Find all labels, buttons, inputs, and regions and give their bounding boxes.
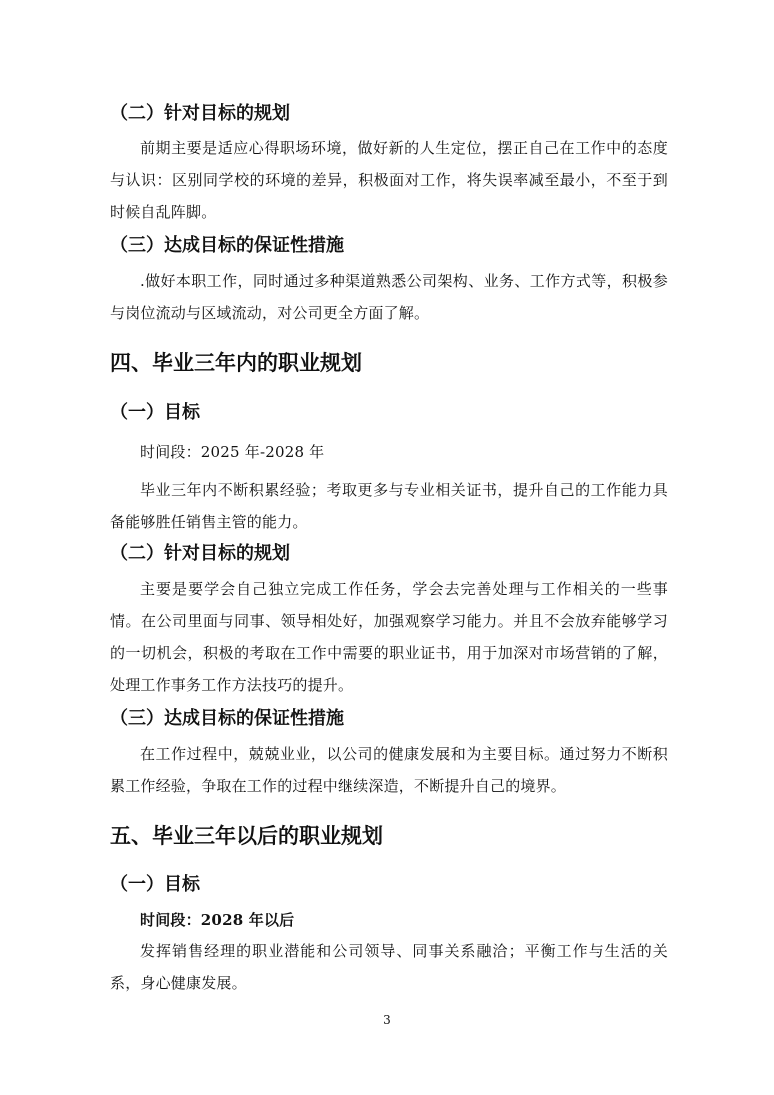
paragraph-planning: 前期主要是适应心得职场环境，做好新的人生定位，摆正自己在工作中的态度与认识：区别同学校的环境的差异，积极面对工作，将失误率减至最小，不至于到时候自乱阵脚。 [110,139,668,221]
paragraph-goal-2: 发挥销售经理的职业潜能和公司领导、同事关系融洽；平衡工作与生活的关系，身心健康发展。 [110,942,668,992]
page-number: 3 [383,1013,391,1027]
time-period-text: 时间段：2025 年-2028 年 [140,443,325,461]
section-heading-goal-2: （一）目标 [110,874,200,895]
paragraph-planning-2: 主要是要学会自己独立完成工作任务，学会去完善处理与工作相关的一些事情。在公司里面与同事、领导相处好，加强观察学习能力。并且不会放弃能够学习的一切机会，积极的考取在工作中需要的职业证书，用于加深对市场营销的了解，处理工作事务工作方法技巧的提升。 [110,580,668,694]
paragraph-goal: 毕业三年内不断积累经验；考取更多与专业相关证书，提升自己的工作能力具备能够胜任销售主管的能力。 [110,481,668,531]
section-heading-planning-2: （二）针对目标的规划 [110,543,290,564]
chapter-heading-within-three-years: 四、毕业三年内的职业规划 [110,351,362,375]
section-heading-goal: （一）目标 [110,402,200,423]
section-heading-measures: （三）达成目标的保证性措施 [110,235,344,256]
time-period-text-2: 时间段：2028 年以后 [140,911,295,929]
paragraph-measures: .做好本职工作，同时通过多种渠道熟悉公司架构、业务、工作方式等，积极参与岗位流动与区域流动，对公司更全方面了解。 [110,272,668,322]
section-heading-planning: （二）针对目标的规划 [110,103,290,124]
section-heading-measures-2: （三）达成目标的保证性措施 [110,708,344,729]
paragraph-measures-2: 在工作过程中，兢兢业业，以公司的健康发展和为主要目标。通过努力不断积累工作经验，争取在工作的过程中继续深造，不断提升自己的境界。 [110,745,668,795]
chapter-heading-after-three-years: 五、毕业三年以后的职业规划 [110,824,383,848]
